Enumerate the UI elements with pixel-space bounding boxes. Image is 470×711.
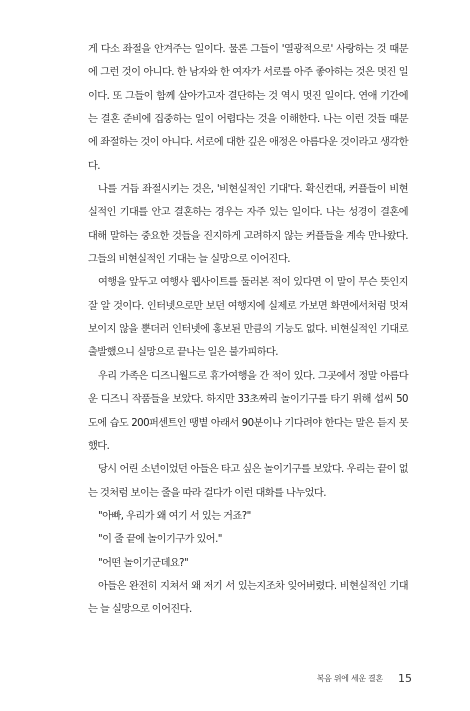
paragraph: 여행을 앞두고 여행사 웹사이트를 둘러본 적이 있다면 이 말이 무슨 뜻인지 잘 알 것이다. 인터넷으로만 보던 여행지에 실제로 가보면 화면에서처럼 멋져 보이지 않을 뿐더러 인터넷에 홍보된 만큼의 기능도 없다. 비현실적인 기대로 출발했으니 실망으로 끝나는 일은 불가피하다.	[88, 277, 408, 359]
paragraph: 우리 가족은 디즈니월드로 휴가여행을 간 적이 있다. 그곳에서 정말 아름다운 디즈니 작품들을 보았다. 하지만 33초짜리 놀이기구를 타기 위해 섭씨 50도에 습도 200퍼센트인 땡볕 아래서 90분이나 기다려야 한다는 말은 듣지 못했다.	[88, 370, 408, 452]
paragraph: 아들은 완전히 지쳐서 왜 저기 서 있는지조차 잊어버렸다. 비현실적인 기대는 늘 실망으로 이어진다.	[88, 580, 408, 616]
page-number: 15	[398, 672, 412, 685]
dialogue-line: "어떤 놀이기군데요?"	[98, 557, 189, 569]
running-title: 복음 위에 세운 결혼	[316, 674, 383, 683]
paragraph-continued: 게 다소 좌절을 안겨주는 일이다. 물론 그들이 '열광적으로' 사랑하는 것 때문에 그런 것이 아니다. 한 남자와 한 여자가 서로를 아주 좋아하는 것은 멋진 일이다. 또 그들이 함께 살아가고자 결단하는 것 역시 멋진 일이다. 연애 기간에는 결혼 준비에 집중하는 일이 어렵다는 것을 이해한다. 나는 이런 것들 때문에 좌절하는 것이 아니다. 서로에 대한 깊은 애정은 아름다운 것이라고 생각한다.	[88, 44, 408, 172]
paragraph: 나를 거듭 좌절시키는 것은, '비현실적인 기대'다. 확신컨대, 커플들이 비현실적인 기대를 안고 결혼하는 경우는 자주 있는 일이다. 나는 성경이 결혼에 대해 말하는 중요한 것들을 진지하게 고려하지 않는 커플들을 계속 만나왔다. 그들의 비현실적인 기대는 늘 실망으로 이어진다.	[88, 184, 408, 266]
page-footer	[317, 668, 412, 687]
paragraph: 당시 어린 소년이었던 아들은 타고 싶은 놀이기구를 보았다. 우리는 끝이 없는 것처럼 보이는 줄을 따라 걸다가 이런 대화를 나누었다.	[88, 464, 408, 499]
dialogue-line: "이 줄 끝에 놀이기구가 있어."	[98, 534, 222, 546]
dialogue-line: "아빠, 우리가 왜 여기 서 있는 거죠?"	[98, 510, 251, 522]
body-text	[88, 38, 408, 622]
